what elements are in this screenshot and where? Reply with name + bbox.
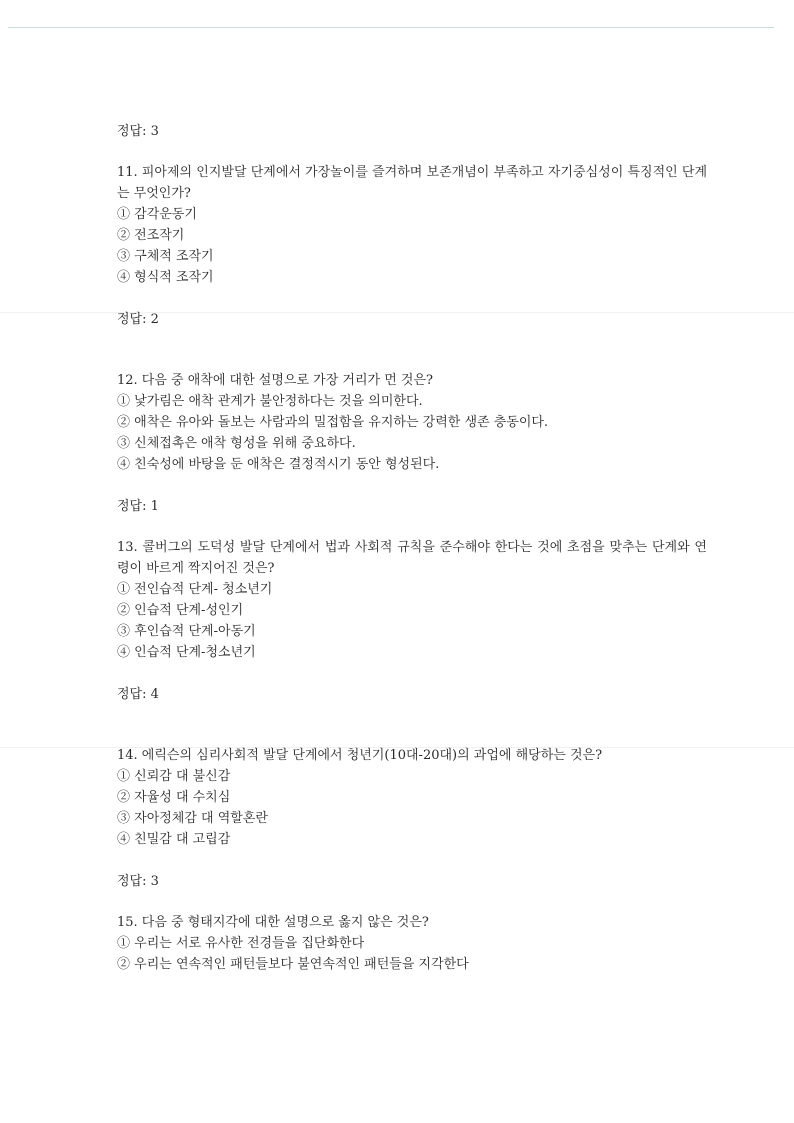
question-12 [117, 370, 707, 517]
question-15 [117, 912, 707, 975]
answer-line: 정답: 2 [117, 312, 159, 327]
option-item: ② 자율성 대 수치심 [117, 790, 231, 805]
option-list [117, 933, 707, 975]
option-item: ② 인습적 단계-성인기 [117, 603, 244, 618]
option-item: ④ 친숙성에 바탕을 둔 애착은 결정적시기 동안 형성된다. [117, 457, 440, 472]
option-item: ① 감각운동기 [117, 207, 197, 222]
question-text: 15. 다음 중 형태지각에 대한 설명으로 옳지 않은 것은? [117, 915, 429, 930]
question-text: 13. 콜버그의 도덕성 발달 단계에서 법과 사회적 규칙을 준수해야 한다는 것에 초점을 맞추는 단계와 연령이 바르게 짝지어진 것은? [117, 540, 707, 576]
option-item: ③ 자아정체감 대 역할혼란 [117, 811, 268, 826]
option-list [117, 204, 707, 288]
option-item: ① 우리는 서로 유사한 전경들을 집단화한다 [117, 936, 365, 951]
option-item: ④ 친밀감 대 고립감 [117, 832, 231, 847]
option-item: ④ 형식적 조작기 [117, 270, 214, 285]
question-13 [117, 537, 707, 705]
option-item: ② 전조작기 [117, 228, 185, 243]
option-item: ③ 신체접촉은 애착 형성을 위해 중요하다. [117, 436, 356, 451]
option-item: ④ 인습적 단계-청소년기 [117, 645, 256, 660]
option-item: ① 전인습적 단계- 청소년기 [117, 582, 273, 597]
question-14 [117, 745, 707, 892]
option-item: ① 낯가림은 애착 관계가 불안정하다는 것을 의미한다. [117, 394, 423, 409]
question-text: 12. 다음 중 애착에 대한 설명으로 가장 거리가 먼 것은? [117, 373, 433, 388]
question-11 [117, 162, 707, 330]
option-item: ② 우리는 연속적인 패턴들보다 불연속적인 패턴들을 지각한다 [117, 957, 469, 972]
option-list [117, 579, 707, 663]
question-text: 11. 피아제의 인지발달 단계에서 가장놀이를 즐겨하며 보존개념이 부족하고 자기중심성이 특징적인 단계는 무엇인가? [117, 165, 707, 201]
option-item: ③ 후인습적 단계-아동기 [117, 624, 256, 639]
option-item: ② 애착은 유아와 돌보는 사람과의 밀접함을 유지하는 강력한 생존 충동이다. [117, 415, 549, 430]
answer-line: 정답: 4 [117, 687, 159, 702]
question-text: 14. 에릭슨의 심리사회적 발달 단계에서 청년기(10대-20대)의 과업에 해당하는 것은? [117, 748, 603, 763]
option-list [117, 391, 707, 475]
option-item: ① 신뢰감 대 불신감 [117, 769, 231, 784]
document-body [117, 121, 707, 975]
top-rule [8, 27, 774, 28]
answer-line: 정답: 1 [117, 499, 159, 514]
option-item: ③ 구체적 조작기 [117, 249, 214, 264]
option-list [117, 766, 707, 850]
answer-line: 정답: 3 [117, 124, 159, 139]
answer-line: 정답: 3 [117, 874, 159, 889]
